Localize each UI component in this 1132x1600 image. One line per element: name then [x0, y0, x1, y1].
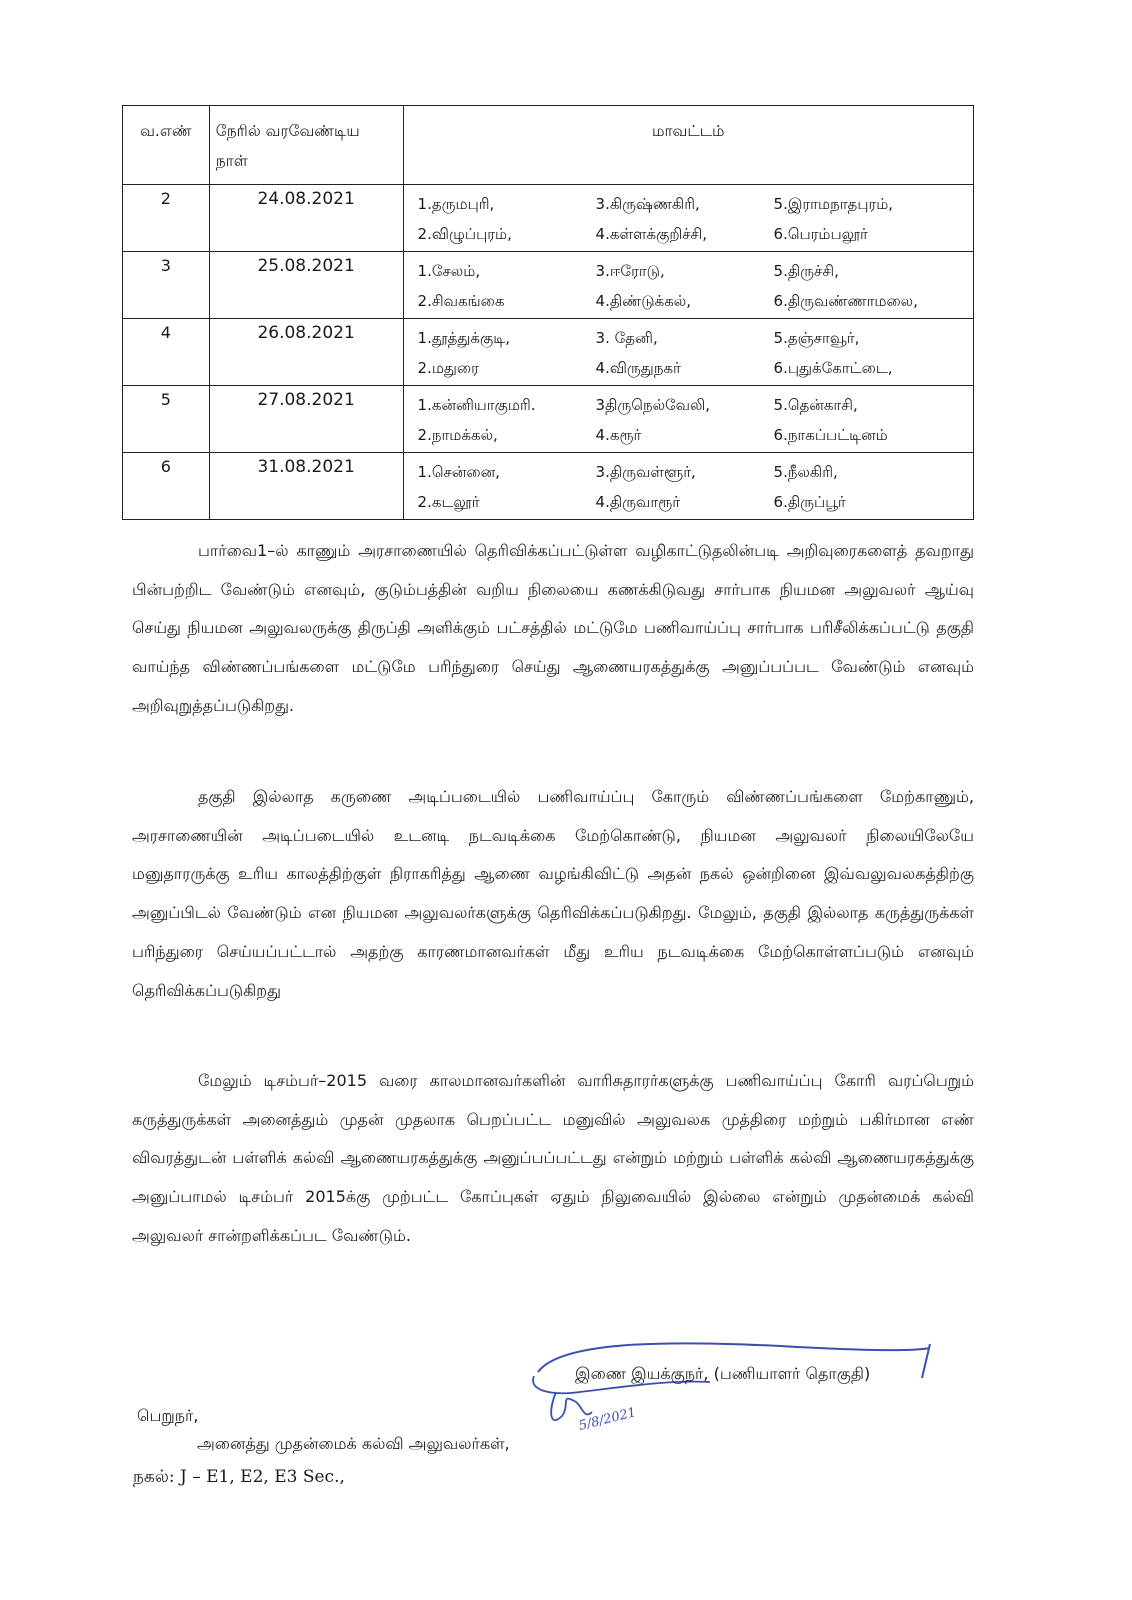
district-name: 3. தேனி, — [595, 329, 658, 347]
signature-date: 5/8/2021 — [577, 1405, 638, 1434]
row-serial-number: 5 — [123, 386, 210, 453]
row-serial-number: 3 — [123, 252, 210, 319]
district-name: 2.சிவகங்கை — [417, 292, 505, 310]
district-name: 3.திருவள்ளூர், — [595, 463, 696, 481]
district-name: 6.புதுக்கோட்டை, — [773, 359, 893, 377]
district-name: 4.கள்ளக்குறிச்சி, — [595, 225, 708, 243]
paragraph-instructions: பார்வை1–ல் காணும் அரசாணையில் தெரிவிக்கப்பட்டுள்ள வழிகாட்டுதலின்படி அறிவுரைகளைத் தவறாது பின்பற்றிட வேண்டும் எனவும், குடும்பத்தின் வறிய நிலையை கணக்கிடுவது சார்பாக நியமன அலுவலர் ஆய்வு செய்து நியமன அலுவலருக்கு திருப்தி அளிக்கும் பட்சத்தில் மட்டுமே பணிவாய்ப்பு சார்பாக பரிசீலிக்கப்பட்டு தகுதி வாய்ந்த விண்ணப்பங்களை மட்டுமே பரிந்துரை செய்து ஆணையரகத்துக்கு அனுப்பப்பட வேண்டும் எனவும் அறிவுறுத்தப்படுகிறது. — [132, 541, 974, 715]
district-name: 5.தஞ்சாவூர், — [773, 329, 860, 347]
table-row — [123, 185, 974, 252]
row-date: 31.08.2021 — [209, 453, 403, 520]
row-date: 26.08.2021 — [209, 319, 403, 386]
district-name: 3.கிருஷ்ணகிரி, — [595, 195, 700, 213]
recipient: அனைத்து முதன்மைக் கல்வி அலுவலர்கள், — [197, 1434, 510, 1453]
header-date: நேரில் வரவேண்டிய நாள் — [209, 106, 403, 185]
district-name: 6.நாகப்பட்டினம் — [773, 426, 888, 444]
copy-to: நகல்: J – E1, E2, E3 Sec., — [133, 1467, 345, 1487]
district-name: 3திருநெல்வேலி, — [595, 396, 711, 414]
district-name: 1.கன்னியாகுமரி. — [417, 396, 536, 414]
district-name: 5.தென்காசி, — [773, 396, 858, 414]
row-date: 27.08.2021 — [209, 386, 403, 453]
row-serial-number: 2 — [123, 185, 210, 252]
district-name: 5.இராமநாதபுரம், — [773, 195, 894, 213]
header-serial-number: வ.எண் — [123, 106, 210, 185]
district-name: 4.கரூர் — [595, 426, 642, 444]
paragraph-certification: மேலும் டிசம்பர்–2015 வரை காலமானவர்களின் வாரிசுதாரர்களுக்கு பணிவாய்ப்பு கோரி வரப்பெறும் கருத்துருக்கள் அனைத்தும் முதன் முதலாக பெறப்பட்ட மனுவில் அலுவலக முத்திரை மற்றும் பகிர்மான எண் விவரத்துடன் பள்ளிக் கல்வி ஆணையரகத்துக்கு அனுப்பப்பட்டது என்றும் மற்றும் பள்ளிக் கல்வி ஆணையரகத்துக்கு அனுப்பாமல் டிசம்பர் 2015க்கு முற்பட்ட கோப்புகள் ஏதும் நிலுவையில் இல்லை என்றும் முதன்மைக் கல்வி அலுவலர் சான்றளிக்கப்பட வேண்டும். — [132, 1071, 974, 1245]
table-row — [123, 319, 974, 386]
district-name: 2.கடலூர் — [417, 493, 480, 511]
header-district: மாவட்டம் — [403, 106, 973, 185]
district-name: 3.ஈரோடு, — [595, 262, 665, 280]
row-districts — [403, 185, 973, 252]
schedule-table — [122, 105, 974, 520]
recipient-label: பெறுநர், — [137, 1406, 199, 1425]
district-name: 2.மதுரை — [417, 359, 479, 377]
table-row — [123, 453, 974, 520]
row-districts — [403, 319, 973, 386]
district-name: 4.விருதுநகர் — [595, 359, 681, 377]
district-name: 1.சென்னை, — [417, 463, 500, 481]
signatory-designation: இணை இயக்குநர், (பணியாளர் தொகுதி) — [575, 1364, 871, 1383]
district-name: 6.திருப்பூர் — [773, 493, 846, 511]
district-name: 4.திருவாரூர் — [595, 493, 681, 511]
row-districts — [403, 386, 973, 453]
district-name: 6.பெரம்பலூர் — [773, 225, 868, 243]
district-name: 1.தூத்துக்குடி, — [417, 329, 510, 347]
row-serial-number: 4 — [123, 319, 210, 386]
row-date: 24.08.2021 — [209, 185, 403, 252]
row-serial-number: 6 — [123, 453, 210, 520]
signature-scribble-icon — [520, 1332, 960, 1442]
signature — [520, 1332, 960, 1442]
district-name: 6.திருவண்ணாமலை, — [773, 292, 918, 310]
district-name: 5.திருச்சி, — [773, 262, 839, 280]
district-name: 2.நாமக்கல், — [417, 426, 498, 444]
district-name: 1.சேலம், — [417, 262, 481, 280]
table-row — [123, 252, 974, 319]
table-header-row — [123, 106, 974, 185]
row-date: 25.08.2021 — [209, 252, 403, 319]
row-districts — [403, 252, 973, 319]
table-row — [123, 386, 974, 453]
district-name: 4.திண்டுக்கல், — [595, 292, 692, 310]
district-name: 2.விழுப்புரம், — [417, 225, 512, 243]
row-districts — [403, 453, 973, 520]
district-name: 5.நீலகிரி, — [773, 463, 838, 481]
paragraph-rejection: தகுதி இல்லாத கருணை அடிப்படையில் பணிவாய்ப்பு கோரும் விண்ணப்பங்களை மேற்காணும், அரசாணையின் அடிப்படையில் உடனடி நடவடிக்கை மேற்கொண்டு, நியமன அலுவலர் நிலையிலேயே மனுதாரருக்கு உரிய காலத்திற்குள் நிராகரித்து ஆணை வழங்கிவிட்டு அதன் நகல் ஒன்றினை இவ்வலுவலகத்திற்கு அனுப்பிடல் வேண்டும் என நியமன அலுவலர்களுக்கு தெரிவிக்கப்படுகிறது. மேலும், தகுதி இல்லாத கருத்துருக்கள் பரிந்துரை செய்யப்பட்டால் அதற்கு காரணமானவர்கள் மீது உரிய நடவடிக்கை மேற்கொள்ளப்படும் எனவும் தெரிவிக்கப்படுகிறது — [132, 787, 974, 1000]
district-name: 1.தருமபுரி, — [417, 195, 495, 213]
